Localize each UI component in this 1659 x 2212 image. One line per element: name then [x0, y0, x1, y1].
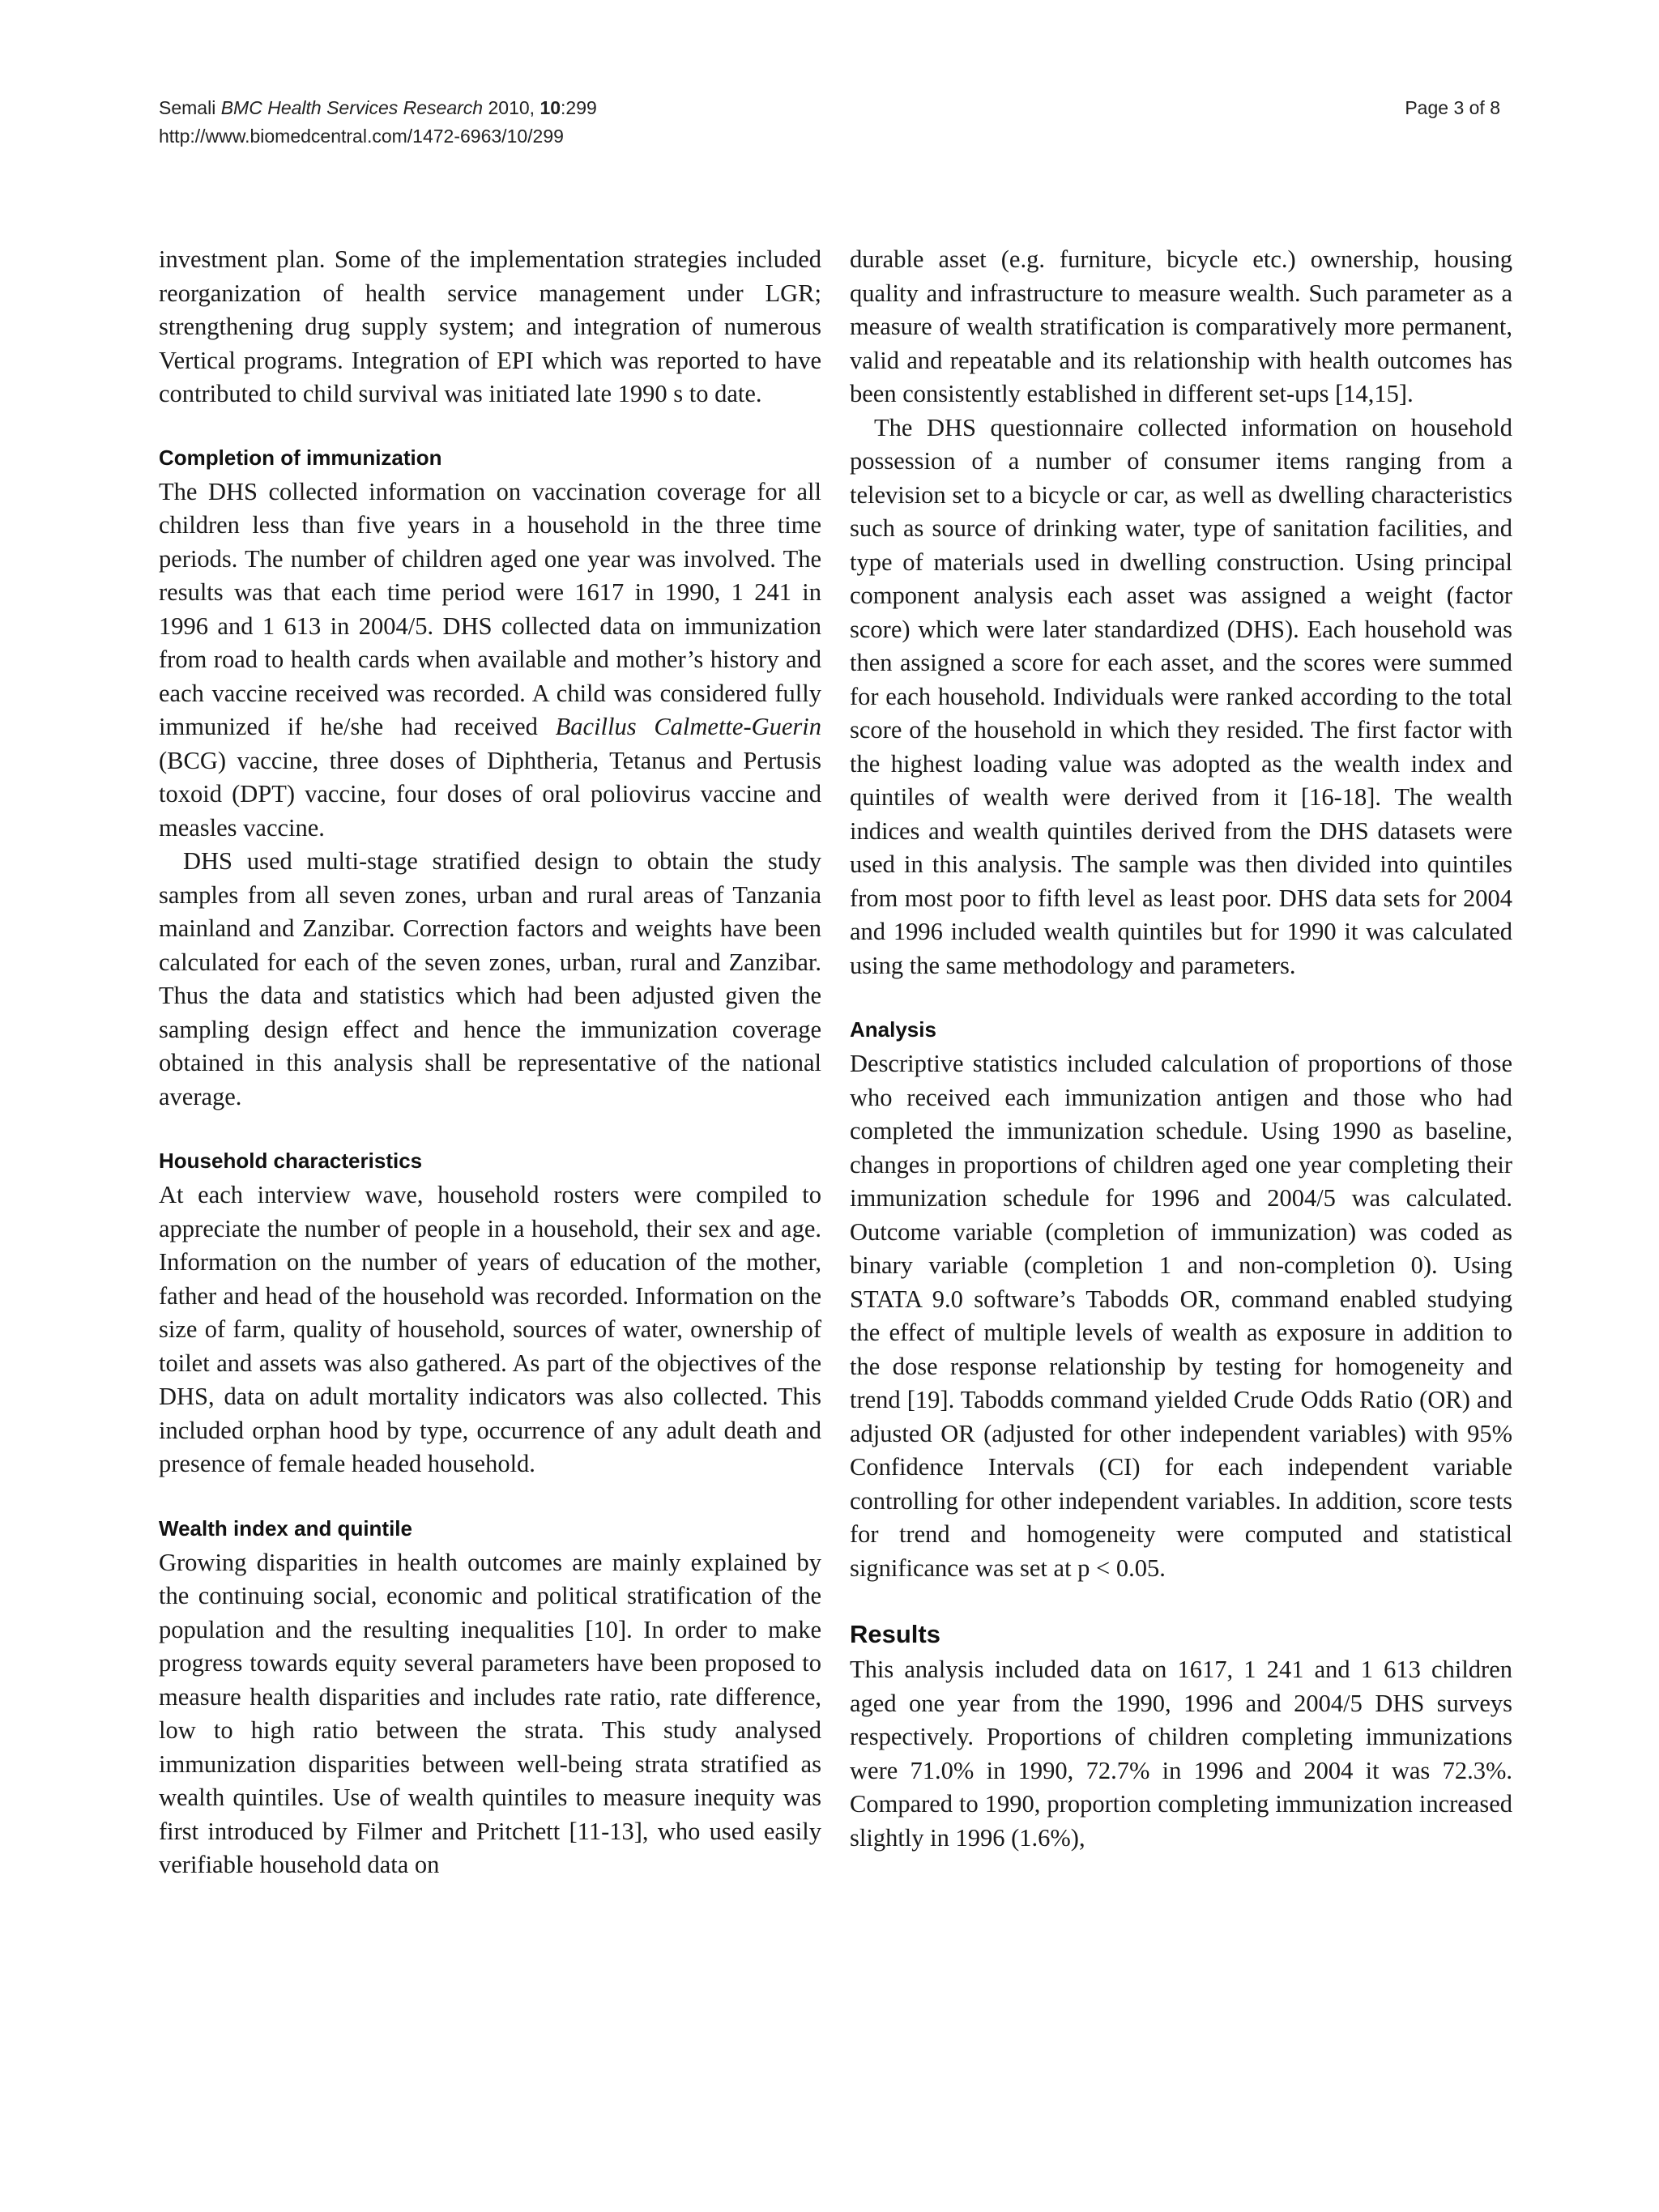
paragraph-completion-1-text-end: (BCG) vaccine, three doses of Diphtheria, Tetanus and Pertusis toxoid (DPT) vaccine, four doses of oral poliovirus vaccine and measles vaccine. — [159, 746, 821, 842]
header-year: 2010, — [488, 97, 535, 118]
paragraph-wealth: Growing disparities in health outcomes are mainly explained by the continuing social, economic and political stratification of the population and the resulting inequalities [10]. In order to make progress towards equity several parameters have been proposed to measure health disparities and includes rate ratio, rate difference, low to high ratio between the strata. This study analysed immunization disparities between well-being strata stratified as wealth quintiles. Use of wealth quintiles to measure inequity was first introduced by Filmer and Pritchett [11-13], who used easily verifiable household data on — [159, 1548, 821, 1878]
paragraph-household: At each interview wave, household rosters were compiled to appreciate the number of people in a household, their sex and age. Information on the number of years of education of the mother, father and head of the household was recorded. Information on the size of farm, quality of household, sources of water, ownership of toilet and assets was also gathered. As part of the objectives of the DHS, data on adult mortality indicators was also collected. This included orphan hood by type, occurrence of any adult death and presence of female headed household. — [159, 1181, 821, 1477]
left-column — [159, 243, 821, 1882]
section-heading-completion: Completion of immunization — [159, 445, 442, 470]
right-column — [850, 243, 1512, 1855]
header-url[interactable]: http://www.biomedcentral.com/1472-6963/10/299 — [159, 126, 564, 147]
paragraph-durable: durable asset (e.g. furniture, bicycle etc.) ownership, housing quality and infrastructure to measure wealth. Such parameter as a measure of wealth stratification is comparatively more permanent, valid and repeatable and its relationship with health outcomes has been consistently established in different set-ups [14,15]. — [850, 245, 1512, 407]
paragraph-completion-1 — [159, 475, 821, 846]
running-header-citation — [159, 94, 888, 151]
header-author: Semali — [159, 97, 216, 118]
citation-line — [159, 94, 888, 122]
header-article: :299 — [561, 97, 597, 118]
header-journal: BMC Health Services Research — [220, 97, 484, 118]
paragraph-completion-1-italic: Bacillus Calmette-Guerin — [555, 713, 822, 740]
paragraph-intro: investment plan. Some of the implementation strategies included reorganization of health service management under LGR; strengthening drug supply system; and integration of numerous Vertical programs. Integration of EPI which was reported to have contributed to child survival was initiated late 1990 s to date. — [159, 245, 821, 407]
section-heading-household: Household characteristics — [159, 1149, 423, 1173]
paragraph-dhs-questionnaire: The DHS questionnaire collected information on household possession of a number of consumer items ranging from a television set to a bicycle or car, as well as dwelling characteristics such as source of drinking water, type of sanitation facilities, and type of materials used in dwelling construction. Using principal component analysis each asset was assigned a weight (factor score) which were later standardized (DHS). Each household was then assigned a score for each asset, and the scores were summed for each household. Individuals were ranked according to the total score of the household in which they resided. The first factor with the highest loading value was adopted as the wealth index and quintiles of wealth were derived from it [16-18]. The wealth indices and wealth quintiles derived from the DHS datasets were used in this analysis. The sample was then divided into quintiles from most poor to fifth level as least poor. DHS data sets for 2004 and 1996 included wealth quintiles but for 1990 it was calculated using the same methodology and parameters. — [850, 413, 1512, 979]
section-heading-analysis: Analysis — [850, 1017, 936, 1042]
paragraph-completion-2: DHS used multi-stage stratified design to obtain the study samples from all seven zones, urban and rural areas of Tanzania mainland and Zanzibar. Correction factors and weights have been calculated for each of the seven zones, urban, rural and Zanzibar. Thus the data and statistics which had been adjusted given the sampling design effect and hence the immunization coverage obtained in this analysis shall be representative of the national average. — [159, 847, 821, 1110]
paragraph-completion-1-text: The DHS collected information on vaccination coverage for all children less than five years in a household in the three time periods. The number of children aged one year was involved. The results was that each time period were 1617 in 1990, 1 241 in 1996 and 1 613 in 2004/5. DHS collected data on immunization from road to health cards when available and mother’s history and each vaccine received was recorded. A child was considered fully immunized if he/she had received — [159, 477, 821, 740]
section-heading-wealth: Wealth index and quintile — [159, 1515, 412, 1541]
header-volume: 10 — [539, 97, 561, 118]
page-number: Page 3 of 8 — [1405, 97, 1500, 118]
paragraph-results: This analysis included data on 1617, 1 241 and 1 613 children aged one year from the 1990, 1996 and 2004/5 DHS surveys respectively. Proportions of children completing immunizations were 71.0% in 1990, 72.7% in 1996 and 2004 it was 72.3%. Compared to 1990, proportion completing immunization increased slightly in 1996 (1.6%), — [850, 1656, 1512, 1852]
section-heading-results: Results — [850, 1620, 940, 1648]
paragraph-analysis: Descriptive statistics included calculation of proportions of those who received each immunization antigen and those who had completed the immunization schedule. Using 1990 as baseline, changes in proportions of children aged one year completing their immunization schedule for 1996 and 2004/5 was calculated. Outcome variable (completion of immunization) was coded as binary variable (completion 1 and non-completion 0). Using STATA 9.0 software’s Tabodds OR, command enabled studying the effect of multiple levels of wealth as exposure in addition to the dose response relationship by testing for homogeneity and trend [19]. Tabodds command yielded Crude Odds Ratio (OR) and adjusted OR (adjusted for other independent variables) with 95% Confidence Intervals (CI) for each independent variable controlling for other independent variables. In addition, score tests for trend and homogeneity were computed and statistical significance was set at p < 0.05. — [850, 1050, 1512, 1582]
